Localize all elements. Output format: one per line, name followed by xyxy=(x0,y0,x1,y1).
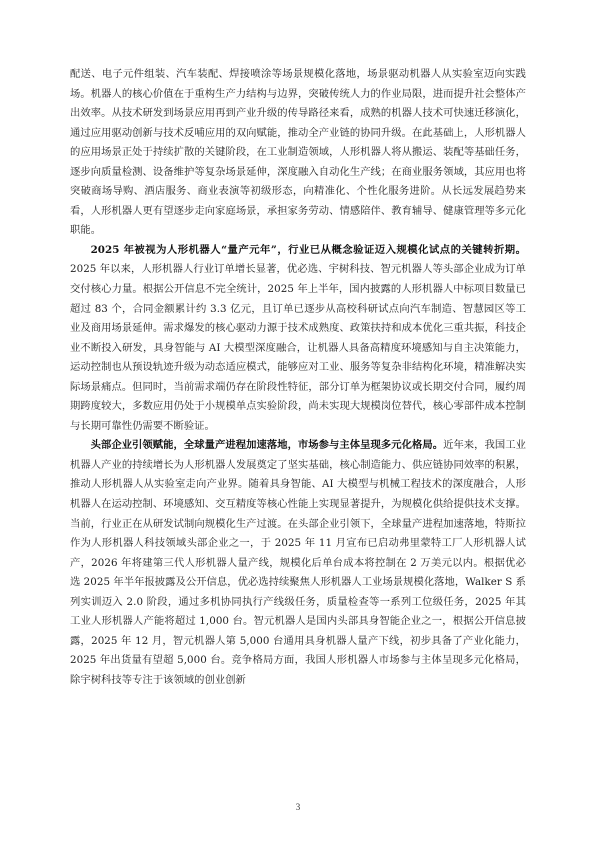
paragraph-3-text: 近年来，我国工业机器人产业的持续增长为人形机器人发展奠定了坚实基础，核心制造能力、供应链协同效率的积累，推动人形机器人从实验室走向产业界。随着具身智能、AI 大模型与机械工程技术的深度融合，人形机器人在运动控制、环境感知、交互精度等核心性能上实现显著提升，为规模化供给提供技术支撑。当前，行业正在从研发试制向规模化生产过渡。在头部企业引领下，全球量产进程加速落地，特斯拉作为人形机器人科技领域头部企业之一，于 2025 年 11 月宣布已启动弗里蒙特工厂人形机器人试产，2026 年将建第三代人形机器人量产线，规模化后单台成本将控制在 2 万美元以内。根据优必选 2025 年半年报披露及公开信息，优必选持续聚焦人形机器人工业场景规模化落地，Walker S 系列实训迈入 2.0 阶段，通过多机协同执行产线级任务，质量检查等一系列工位级任务，2025 年其工业人形机器人产能将超过 1,000 台。智元机器人是国内头部具身智能企业之一，根据公开信息披露，2025 年 12 月，智元机器人第 5,000 台通用具身机器人量产下线，初步具备了产业化能力，2025 年出货量有望超 5,000 台。竞争格局方面，我国人形机器人市场参与主体呈现多元化格局，除宇树科技等专注于该领域的创业创新 xyxy=(70,439,526,686)
paragraph-2-lead: 2025 年被视为人形机器人“量产元年”，行业已从概念验证迈入规模化试点的关键转折期。 xyxy=(90,243,526,256)
paragraph-3 xyxy=(70,436,526,690)
page-number: 3 xyxy=(295,802,301,812)
paragraph-2 xyxy=(70,241,526,436)
body-text xyxy=(70,65,526,691)
paragraph-1-text: 配送、电子元件组装、汽车装配、焊接喷涂等场景规模化落地，场景驱动机器人从实验室迈向实践场。机器人的核心价值在于重构生产力结构与边界，突破传统人力的作业局限，进而提升社会整体产出效率。从技术研发到场景应用再到产业升级的传导路径来看，成熟的机器人技术可快速迁移演化，通过应用驱动创新与技术反哺应用的双向赋能，推动全产业链的协同升级。在此基础上，人形机器人的应用场景正处于持续扩散的关键阶段，在工业制造领域，人形机器人将从搬运、装配等基础任务，逐步向质量检测、设备维护等复杂场景延伸，深度融入自动化生产线；在商业服务领域，其应用也将突破商场导购、酒店服务、商业表演等初级形态，向精准化、个性化服务进阶。从长远发展趋势来看，人形机器人更有望逐步走向家庭场景，承担家务劳动、情感陪伴、教育辅导、健康管理等多元化职能。 xyxy=(70,68,526,237)
paragraph-2-text: 2025 年以来，人形机器人行业订单增长显著，优必选、宇树科技、智元机器人等头部企业成为订单交付核心力量。根据公开信息不完全统计，2025 年上半年，国内披露的人形机器人中标项目数量已超过 83 个，合同金额累计约 3.3 亿元，且订单已逐步从高校科研试点向汽车制造、智慧园区等工业及商用场景延伸。需求爆发的核心驱动力源于技术成熟度、政策扶持和成本优化三重共振，科技企业不断投入研发，具身智能与 AI 大模型深度融合，让机器人具备高精度环境感知与自主决策能力，运动控制也从预设轨迹升级为动态适应模式，能够应对工业、服务等复杂非结构化环境，精准解决实际场景痛点。但同时，当前需求端仍存在阶段性特征，部分订单为框架协议或长期交付合同，履约周期跨度较大，多数应用仍处于小规模单点实验阶段，尚未实现大规模岗位替代，核心零部件成本控制与长期可靠性仍需要不断验证。 xyxy=(70,263,526,432)
paragraph-3-lead: 头部企业引领赋能，全球量产进程加速落地，市场参与主体呈现多元化格局。 xyxy=(90,439,444,452)
paragraph-1 xyxy=(70,65,526,241)
